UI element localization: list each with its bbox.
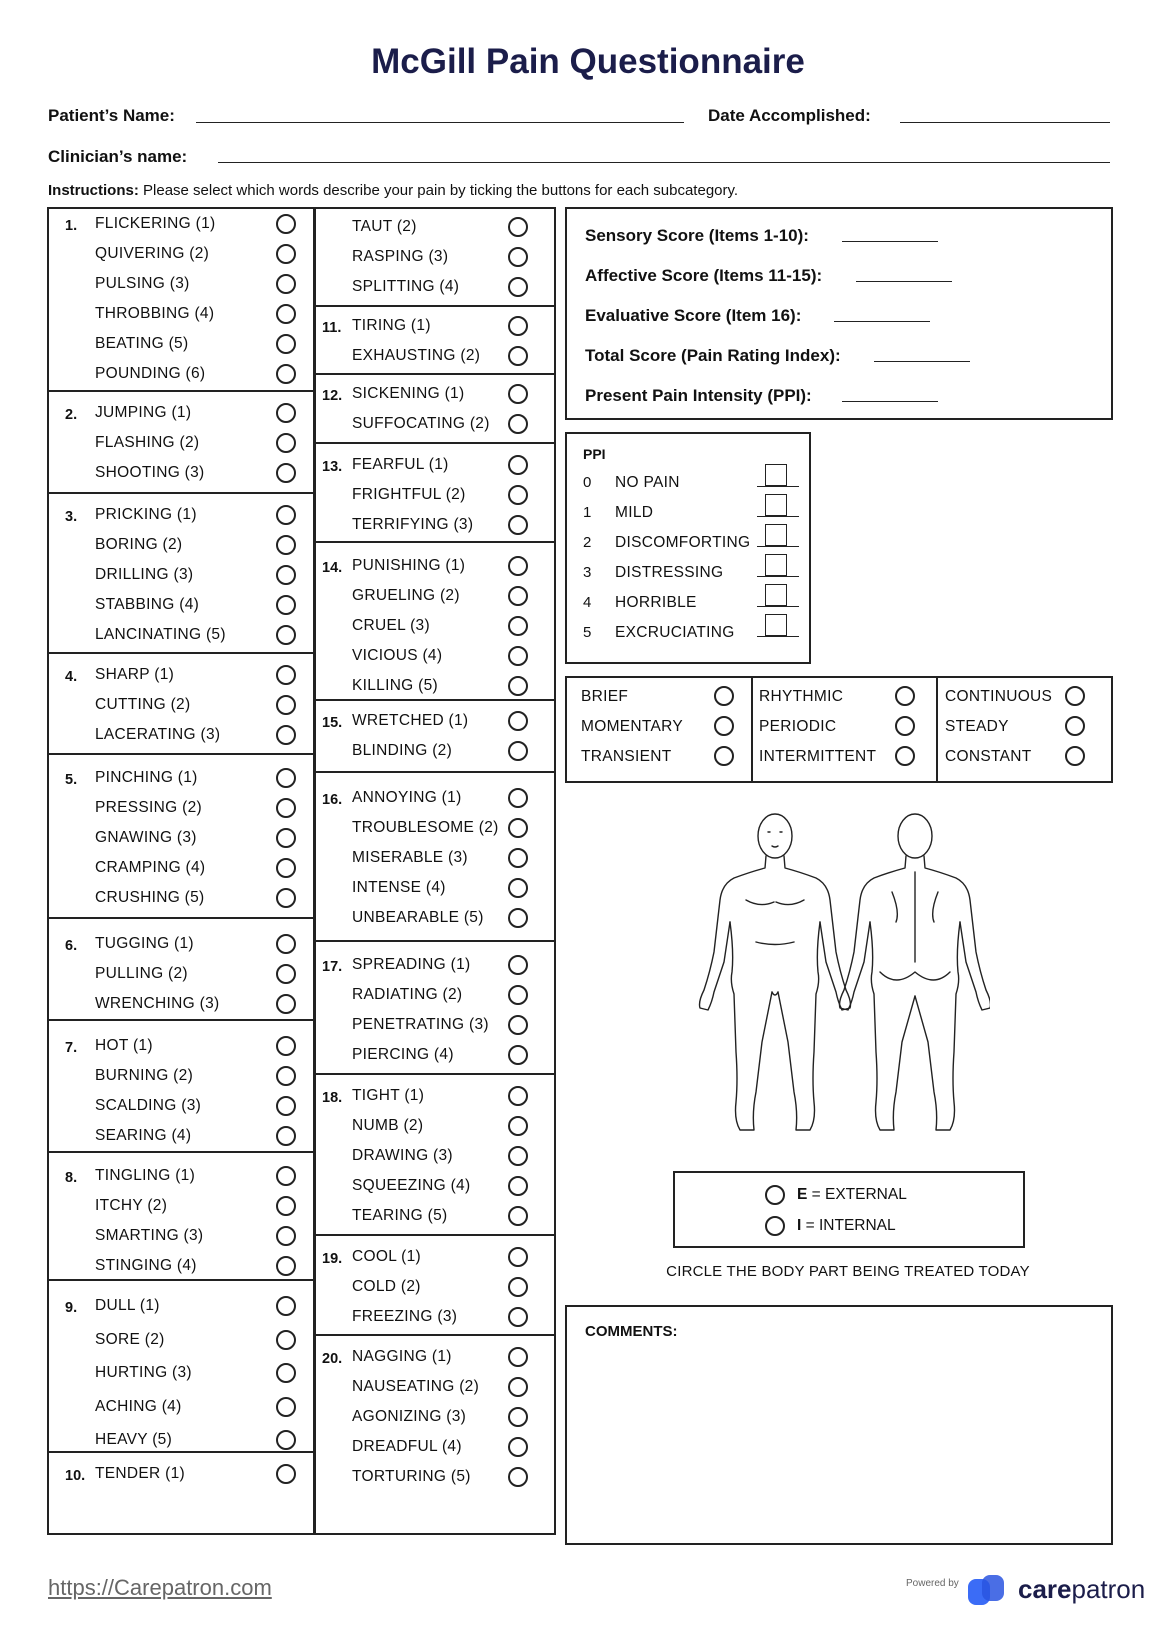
option-label-taut: TAUT (2): [352, 218, 417, 235]
option-radio-cool[interactable]: [508, 1247, 528, 1267]
pattern-label-rhythmic: RHYTHMIC: [759, 688, 844, 705]
option-radio-cutting[interactable]: [276, 695, 296, 715]
pattern-label-continuous: CONTINUOUS: [945, 688, 1053, 705]
evaluative-score-field[interactable]: [834, 321, 930, 322]
group-number: 1.: [65, 218, 78, 234]
evaluative-score-label: Evaluative Score (Item 16):: [585, 306, 802, 325]
option-label-stinging: STINGING (4): [95, 1257, 197, 1274]
group-number: 7.: [65, 1040, 78, 1056]
option-label-rasping: RASPING (3): [352, 248, 449, 265]
option-radio-jumping[interactable]: [276, 403, 296, 423]
ppi-title: PPI: [583, 446, 606, 462]
option-label-pounding: POUNDING (6): [95, 365, 206, 382]
option-label-spreading: SPREADING (1): [352, 956, 471, 973]
option-label-burning: BURNING (2): [95, 1067, 194, 1084]
option-radio-unbearable[interactable]: [508, 908, 528, 928]
group-number: 2.: [65, 407, 78, 423]
option-label-hot: HOT (1): [95, 1037, 153, 1054]
pattern-radio-brief[interactable]: [714, 686, 734, 706]
option-radio-pounding[interactable]: [276, 364, 296, 384]
option-label-flickering: FLICKERING (1): [95, 215, 216, 232]
clinician-name-label: Clinician’s name:: [48, 147, 188, 166]
group-number: 10.: [65, 1468, 86, 1484]
group-number: 19.: [322, 1251, 343, 1267]
ppi-checkbox-baseline: [757, 636, 799, 637]
option-label-flashing: FLASHING (2): [95, 434, 200, 451]
internal-radio[interactable]: [765, 1216, 785, 1236]
option-radio-stabbing[interactable]: [276, 595, 296, 615]
group-number: 4.: [65, 669, 78, 685]
ppi-level-number: 2: [583, 534, 592, 551]
option-radio-quivering[interactable]: [276, 244, 296, 264]
pattern-divider-2: [936, 678, 938, 781]
ppi-level-label-discomforting: DISCOMFORTING: [615, 534, 751, 551]
option-label-tearing: TEARING (5): [352, 1207, 448, 1224]
option-label-shooting: SHOOTING (3): [95, 464, 205, 481]
option-radio-miserable[interactable]: [508, 848, 528, 868]
group-separator: [316, 1073, 554, 1075]
group-number: 8.: [65, 1170, 78, 1186]
option-radio-gnawing[interactable]: [276, 828, 296, 848]
sensory-score-field[interactable]: [842, 241, 938, 242]
ppi-level-number: 0: [583, 474, 592, 491]
external-radio[interactable]: [765, 1185, 785, 1205]
ppi-checkbox-mild[interactable]: [765, 494, 787, 516]
option-radio-penetrating[interactable]: [508, 1015, 528, 1035]
pattern-radio-periodic[interactable]: [895, 716, 915, 736]
option-label-unbearable: UNBEARABLE (5): [352, 909, 484, 926]
option-label-penetrating: PENETRATING (3): [352, 1016, 489, 1033]
option-label-freezing: FREEZING (3): [352, 1308, 458, 1325]
option-label-pricking: PRICKING (1): [95, 506, 197, 523]
option-radio-fearful[interactable]: [508, 455, 528, 475]
option-label-beating: BEATING (5): [95, 335, 189, 352]
group-number: 16.: [322, 792, 343, 808]
pattern-label-periodic: PERIODIC: [759, 718, 837, 735]
ppi-checkbox-distressing[interactable]: [765, 554, 787, 576]
option-label-jumping: JUMPING (1): [95, 404, 192, 421]
group-separator: [49, 1451, 313, 1453]
option-radio-pulling[interactable]: [276, 964, 296, 984]
ppi-level-number: 4: [583, 594, 592, 611]
option-radio-searing[interactable]: [276, 1126, 296, 1146]
option-label-cutting: CUTTING (2): [95, 696, 191, 713]
option-radio-radiating[interactable]: [508, 985, 528, 1005]
option-label-tiring: TIRING (1): [352, 317, 431, 334]
ppi-checkbox-baseline: [757, 546, 799, 547]
option-radio-drilling[interactable]: [276, 565, 296, 585]
option-label-cold: COLD (2): [352, 1278, 421, 1295]
option-label-itchy: ITCHY (2): [95, 1197, 168, 1214]
option-label-piercing: PIERCING (4): [352, 1046, 454, 1063]
option-label-tugging: TUGGING (1): [95, 935, 194, 952]
group-separator: [316, 1334, 554, 1336]
option-radio-wrenching[interactable]: [276, 994, 296, 1014]
option-label-annoying: ANNOYING (1): [352, 789, 462, 806]
option-label-intense: INTENSE (4): [352, 879, 446, 896]
option-radio-frightful[interactable]: [508, 485, 528, 505]
ppi-checkbox-excruciating[interactable]: [765, 614, 787, 636]
pattern-label-constant: CONSTANT: [945, 748, 1032, 765]
group-number: 13.: [322, 459, 343, 475]
instructions-label: Instructions:: [48, 182, 139, 199]
option-label-cool: COOL (1): [352, 1248, 422, 1265]
option-radio-sore[interactable]: [276, 1330, 296, 1350]
option-label-punishing: PUNISHING (1): [352, 557, 466, 574]
option-radio-pinching[interactable]: [276, 768, 296, 788]
option-radio-aching[interactable]: [276, 1397, 296, 1417]
option-label-hurting: HURTING (3): [95, 1364, 192, 1381]
pattern-label-transient: TRANSIENT: [581, 748, 672, 765]
option-label-sore: SORE (2): [95, 1330, 165, 1348]
total-score-label: Total Score (Pain Rating Index):: [585, 346, 841, 365]
option-radio-boring[interactable]: [276, 535, 296, 555]
option-label-quivering: QUIVERING (2): [95, 245, 210, 262]
option-radio-scalding[interactable]: [276, 1096, 296, 1116]
pattern-radio-intermittent[interactable]: [895, 746, 915, 766]
option-radio-pricking[interactable]: [276, 505, 296, 525]
option-radio-cruel[interactable]: [508, 616, 528, 636]
pattern-radio-continuous[interactable]: [1065, 686, 1085, 706]
option-label-drawing: DRAWING (3): [352, 1147, 453, 1164]
ppi-score-field[interactable]: [842, 401, 938, 402]
option-radio-heavy[interactable]: [276, 1430, 296, 1450]
group-separator: [316, 699, 554, 701]
option-label-squeezing: SQUEEZING (4): [352, 1177, 471, 1194]
option-radio-itchy[interactable]: [276, 1196, 296, 1216]
option-radio-beating[interactable]: [276, 334, 296, 354]
option-radio-freezing[interactable]: [508, 1307, 528, 1327]
group-separator: [49, 1151, 313, 1153]
option-radio-smarting[interactable]: [276, 1226, 296, 1246]
option-label-suffocating: SUFFOCATING (2): [352, 415, 490, 432]
group-number: 11.: [322, 320, 342, 336]
pattern-radio-transient[interactable]: [714, 746, 734, 766]
option-label-aching: ACHING (4): [95, 1397, 182, 1415]
ppi-checkbox-baseline: [757, 576, 799, 577]
option-label-drilling: DRILLING (3): [95, 566, 194, 583]
brand-care: care: [1018, 1574, 1072, 1604]
option-radio-agonizing[interactable]: [508, 1407, 528, 1427]
group-separator: [316, 305, 554, 307]
option-radio-tender[interactable]: [276, 1464, 296, 1484]
ppi-level-label-no-pain: NO PAIN: [615, 474, 680, 491]
ppi-checkbox-discomforting[interactable]: [765, 524, 787, 546]
option-label-agonizing: AGONIZING (3): [352, 1408, 467, 1425]
ppi-box: [565, 432, 811, 664]
group-number: 3.: [65, 509, 78, 525]
option-label-numb: NUMB (2): [352, 1117, 424, 1134]
clinician-name-field[interactable]: [218, 162, 1110, 163]
option-label-dull: DULL (1): [95, 1297, 160, 1314]
option-label-fearful: FEARFUL (1): [352, 456, 449, 473]
pattern-label-momentary: MOMENTARY: [581, 718, 684, 735]
external-text: = EXTERNAL: [807, 1186, 907, 1203]
group-number: 15.: [322, 715, 343, 731]
option-label-blinding: BLINDING (2): [352, 742, 453, 759]
option-label-miserable: MISERABLE (3): [352, 849, 468, 866]
option-label-terrifying: TERRIFYING (3): [352, 516, 474, 533]
option-radio-flickering[interactable]: [276, 214, 296, 234]
option-radio-punishing[interactable]: [508, 556, 528, 576]
internal-key: I: [797, 1217, 802, 1234]
option-radio-stinging[interactable]: [276, 1256, 296, 1276]
option-label-dreadful: DREADFUL (4): [352, 1438, 462, 1455]
patient-name-label: Patient’s Name:: [48, 106, 175, 125]
ppi-checkbox-horrible[interactable]: [765, 584, 787, 606]
option-radio-throbbing[interactable]: [276, 304, 296, 324]
option-radio-flashing[interactable]: [276, 433, 296, 453]
option-label-wretched: WRETCHED (1): [352, 712, 469, 729]
option-radio-nagging[interactable]: [508, 1347, 528, 1367]
option-radio-lancinating[interactable]: [276, 625, 296, 645]
option-label-wrenching: WRENCHING (3): [95, 995, 220, 1012]
option-radio-cramping[interactable]: [276, 858, 296, 878]
option-label-cruel: CRUEL (3): [352, 617, 430, 634]
option-radio-hurting[interactable]: [276, 1363, 296, 1383]
footer-link[interactable]: https://Carepatron.com: [48, 1575, 272, 1600]
option-label-boring: BORING (2): [95, 536, 183, 553]
internal-option: [797, 1217, 896, 1235]
option-radio-burning[interactable]: [276, 1066, 296, 1086]
option-label-vicious: VICIOUS (4): [352, 647, 443, 664]
option-radio-vicious[interactable]: [508, 646, 528, 666]
option-label-nagging: NAGGING (1): [352, 1348, 452, 1365]
option-label-troublesome: TROUBLESOME (2): [352, 819, 499, 836]
comments-box[interactable]: [565, 1305, 1113, 1545]
option-label-frightful: FRIGHTFUL (2): [352, 486, 466, 503]
group-separator: [316, 940, 554, 942]
option-label-stabbing: STABBING (4): [95, 596, 200, 613]
group-separator: [316, 373, 554, 375]
option-label-sharp: SHARP (1): [95, 666, 175, 683]
option-label-searing: SEARING (4): [95, 1127, 192, 1144]
word-column-middle: [314, 207, 556, 1535]
option-radio-nauseating[interactable]: [508, 1377, 528, 1397]
group-separator: [49, 652, 313, 654]
external-option: [797, 1186, 907, 1204]
option-radio-killing[interactable]: [508, 676, 528, 696]
ppi-level-number: 1: [583, 504, 592, 521]
option-radio-lacerating[interactable]: [276, 725, 296, 745]
option-radio-crushing[interactable]: [276, 888, 296, 908]
body-front-figure: [700, 814, 851, 1130]
option-label-pinching: PINCHING (1): [95, 769, 198, 786]
option-label-heavy: HEAVY (5): [95, 1431, 173, 1448]
pattern-radio-steady[interactable]: [1065, 716, 1085, 736]
option-radio-sickening[interactable]: [508, 384, 528, 404]
group-number: 9.: [65, 1300, 78, 1316]
option-radio-tearing[interactable]: [508, 1206, 528, 1226]
body-diagram[interactable]: [690, 812, 990, 1142]
sensory-score-label: Sensory Score (Items 1-10):: [585, 226, 809, 245]
pattern-label-steady: STEADY: [945, 718, 1009, 735]
group-separator: [49, 917, 313, 919]
external-key: E: [797, 1186, 808, 1203]
ppi-level-number: 3: [583, 564, 592, 581]
group-number: 17.: [322, 959, 343, 975]
option-radio-wretched[interactable]: [508, 711, 528, 731]
group-number: 6.: [65, 938, 78, 954]
option-label-killing: KILLING (5): [352, 677, 438, 694]
option-radio-suffocating[interactable]: [508, 414, 528, 434]
option-radio-intense[interactable]: [508, 878, 528, 898]
ppi-checkbox-baseline: [757, 606, 799, 607]
ppi-level-label-horrible: HORRIBLE: [615, 594, 697, 611]
scores-box: [565, 207, 1113, 420]
date-accomplished-label: Date Accomplished:: [708, 106, 871, 125]
option-label-tender: TENDER (1): [95, 1465, 185, 1482]
group-number: 18.: [322, 1090, 343, 1106]
instructions: [48, 182, 738, 199]
option-radio-tingling[interactable]: [276, 1166, 296, 1186]
option-label-lacerating: LACERATING (3): [95, 726, 221, 743]
carepatron-logo-icon: [968, 1575, 1014, 1607]
ppi-level-label-excruciating: EXCRUCIATING: [615, 624, 735, 641]
instructions-text: Please select which words describe your pain by ticking the buttons for each subcategory.: [138, 182, 739, 199]
ppi-level-number: 5: [583, 624, 592, 641]
option-radio-spreading[interactable]: [508, 955, 528, 975]
ppi-level-label-distressing: DISTRESSING: [615, 564, 724, 581]
group-separator: [49, 753, 313, 755]
date-accomplished-field[interactable]: [900, 122, 1110, 123]
word-column-left: [47, 207, 315, 1535]
body-back-figure: [840, 814, 991, 1130]
pattern-radio-rhythmic[interactable]: [895, 686, 915, 706]
option-radio-troublesome[interactable]: [508, 818, 528, 838]
group-separator: [49, 492, 313, 494]
option-label-sickening: SICKENING (1): [352, 385, 465, 402]
group-separator: [316, 771, 554, 773]
option-radio-dreadful[interactable]: [508, 1437, 528, 1457]
option-label-grueling: GRUELING (2): [352, 587, 460, 604]
page-title: McGill Pain Questionnaire: [371, 42, 805, 81]
option-label-throbbing: THROBBING (4): [95, 305, 215, 322]
option-radio-grueling[interactable]: [508, 586, 528, 606]
affective-score-label: Affective Score (Items 11-15):: [585, 266, 823, 285]
option-radio-hot[interactable]: [276, 1036, 296, 1056]
option-radio-annoying[interactable]: [508, 788, 528, 808]
option-label-tingling: TINGLING (1): [95, 1167, 196, 1184]
option-radio-torturing[interactable]: [508, 1467, 528, 1487]
option-radio-tiring[interactable]: [508, 316, 528, 336]
pattern-label-brief: BRIEF: [581, 688, 629, 705]
option-radio-tight[interactable]: [508, 1086, 528, 1106]
group-separator: [316, 442, 554, 444]
option-radio-terrifying[interactable]: [508, 515, 528, 535]
group-separator: [316, 1234, 554, 1236]
option-label-torturing: TORTURING (5): [352, 1468, 471, 1485]
body-caption: CIRCLE THE BODY PART BEING TREATED TODAY: [666, 1263, 1030, 1280]
comments-label: COMMENTS:: [585, 1323, 678, 1340]
group-separator: [49, 1279, 313, 1281]
pattern-radio-momentary[interactable]: [714, 716, 734, 736]
option-radio-tugging[interactable]: [276, 934, 296, 954]
pain-pattern-box: [565, 676, 1113, 783]
group-separator: [316, 541, 554, 543]
patient-name-field[interactable]: [196, 122, 684, 123]
group-number: 20.: [322, 1351, 343, 1367]
powered-by-text: Powered by: [906, 1578, 959, 1589]
group-number: 14.: [322, 560, 343, 576]
pattern-radio-constant[interactable]: [1065, 746, 1085, 766]
option-radio-sharp[interactable]: [276, 665, 296, 685]
group-number: 12.: [322, 388, 343, 404]
option-radio-pulsing[interactable]: [276, 274, 296, 294]
brand-patron: patron: [1071, 1574, 1146, 1604]
option-label-exhausting: EXHAUSTING (2): [352, 347, 481, 364]
option-label-splitting: SPLITTING (4): [352, 278, 460, 295]
internal-text: = INTERNAL: [801, 1217, 896, 1234]
option-label-nauseating: NAUSEATING (2): [352, 1378, 480, 1395]
option-radio-numb[interactable]: [508, 1116, 528, 1136]
option-radio-rasping[interactable]: [508, 247, 528, 267]
option-radio-shooting[interactable]: [276, 463, 296, 483]
option-radio-drawing[interactable]: [508, 1146, 528, 1166]
ppi-checkbox-baseline: [757, 516, 799, 517]
pattern-divider-1: [751, 678, 753, 781]
option-label-tight: TIGHT (1): [352, 1087, 425, 1104]
location-key-box: [673, 1171, 1025, 1248]
option-label-pulling: PULLING (2): [95, 965, 188, 982]
option-label-crushing: CRUSHING (5): [95, 889, 205, 906]
option-radio-pressing[interactable]: [276, 798, 296, 818]
option-radio-squeezing[interactable]: [508, 1176, 528, 1196]
option-label-scalding: SCALDING (3): [95, 1097, 202, 1114]
affective-score-field[interactable]: [856, 281, 952, 282]
pattern-label-intermittent: INTERMITTENT: [759, 748, 877, 765]
option-radio-blinding[interactable]: [508, 741, 528, 761]
ppi-score-label: Present Pain Intensity (PPI):: [585, 386, 812, 405]
option-radio-dull[interactable]: [276, 1296, 296, 1316]
option-radio-cold[interactable]: [508, 1277, 528, 1297]
total-score-field[interactable]: [874, 361, 970, 362]
carepatron-brand: [1018, 1574, 1145, 1605]
group-number: 5.: [65, 772, 78, 788]
option-radio-exhausting[interactable]: [508, 346, 528, 366]
group-separator: [49, 390, 313, 392]
option-label-lancinating: LANCINATING (5): [95, 626, 226, 643]
option-radio-splitting[interactable]: [508, 277, 528, 297]
option-label-radiating: RADIATING (2): [352, 986, 463, 1003]
option-radio-piercing[interactable]: [508, 1045, 528, 1065]
group-separator: [49, 1019, 313, 1021]
option-label-smarting: SMARTING (3): [95, 1227, 204, 1244]
ppi-checkbox-baseline: [757, 486, 799, 487]
option-radio-taut[interactable]: [508, 217, 528, 237]
option-label-cramping: CRAMPING (4): [95, 859, 206, 876]
option-label-pressing: PRESSING (2): [95, 799, 202, 816]
ppi-checkbox-no-pain[interactable]: [765, 464, 787, 486]
option-label-gnawing: GNAWING (3): [95, 829, 197, 846]
option-label-pulsing: PULSING (3): [95, 275, 190, 292]
ppi-level-label-mild: MILD: [615, 504, 654, 521]
